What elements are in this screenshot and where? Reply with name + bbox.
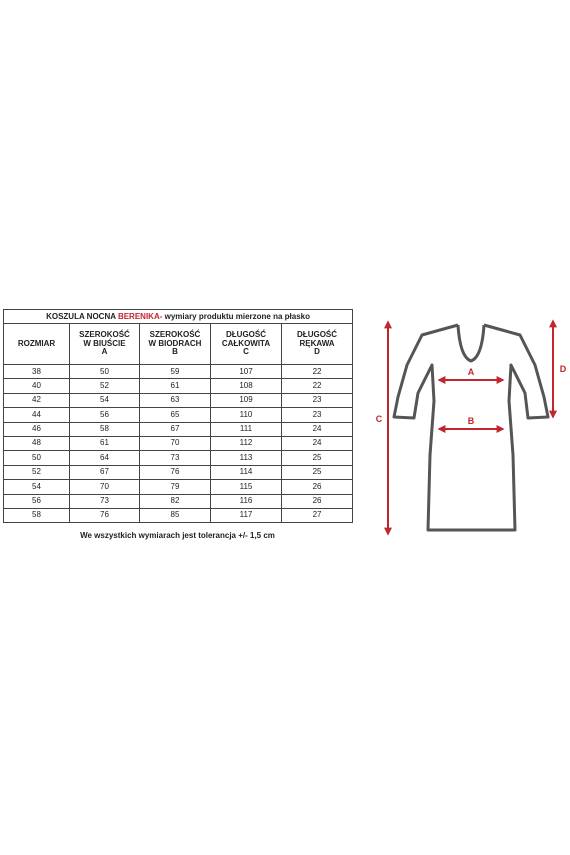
cell-c: 114 — [211, 465, 282, 479]
cell-size: 56 — [4, 494, 70, 508]
size-table — [3, 309, 353, 523]
table-row — [4, 408, 353, 422]
cell-c: 108 — [211, 379, 282, 393]
table-row — [4, 508, 353, 522]
cell-a: 64 — [70, 451, 140, 465]
cell-size: 50 — [4, 451, 70, 465]
cell-a: 54 — [70, 393, 140, 407]
cell-size: 58 — [4, 508, 70, 522]
label-a: A — [467, 367, 475, 377]
cell-d: 22 — [282, 379, 353, 393]
table-row — [4, 379, 353, 393]
cell-c: 116 — [211, 494, 282, 508]
table-row — [4, 451, 353, 465]
header-a-line1: SZEROKOŚĆ — [79, 330, 130, 340]
cell-b: 85 — [140, 508, 211, 522]
header-rozmiar-label: ROZMIAR — [17, 338, 56, 348]
title-prefix: KOSZULA NOCNA — [46, 311, 118, 321]
cell-d: 25 — [282, 465, 353, 479]
cell-c: 112 — [211, 436, 282, 450]
table-header-row — [4, 324, 353, 365]
title-brand: BERENIKA- — [117, 311, 163, 321]
cell-c: 111 — [211, 422, 282, 436]
cell-b: 76 — [140, 465, 211, 479]
table-title — [4, 310, 353, 324]
cell-c: 115 — [211, 480, 282, 494]
header-c-line1: DŁUGOŚĆ — [226, 330, 266, 340]
cell-d: 27 — [282, 508, 353, 522]
cell-size: 52 — [4, 465, 70, 479]
cell-a: 58 — [70, 422, 140, 436]
cell-b: 82 — [140, 494, 211, 508]
cell-d: 24 — [282, 436, 353, 450]
cell-b: 70 — [140, 436, 211, 450]
cell-b: 67 — [140, 422, 211, 436]
cell-b: 61 — [140, 379, 211, 393]
cell-size: 54 — [4, 480, 70, 494]
header-a — [70, 324, 140, 365]
table-row — [4, 480, 353, 494]
table-row — [4, 365, 353, 379]
cell-d: 23 — [282, 408, 353, 422]
cell-a: 56 — [70, 408, 140, 422]
cell-b: 73 — [140, 451, 211, 465]
cell-a: 70 — [70, 480, 140, 494]
table-row — [4, 393, 353, 407]
header-d-line2: RĘKAWA — [299, 338, 335, 348]
cell-size: 46 — [4, 422, 70, 436]
tolerance-note: We wszystkich wymiarach jest tolerancja +/- 1,5 cm — [80, 531, 275, 540]
table-row — [4, 494, 353, 508]
header-d — [282, 324, 353, 365]
cell-c: 117 — [211, 508, 282, 522]
header-d-line1: DŁUGOŚĆ — [297, 330, 338, 340]
cell-c: 110 — [211, 408, 282, 422]
table-row — [4, 465, 353, 479]
dress-measurement-diagram — [370, 305, 570, 545]
header-d-letter: D — [314, 347, 320, 357]
cell-a: 50 — [70, 365, 140, 379]
header-c-line2: CAŁKOWITA — [221, 338, 271, 348]
cell-size: 38 — [4, 365, 70, 379]
title-suffix: wymiary produktu mierzone na płasko — [162, 311, 310, 321]
cell-c: 113 — [211, 451, 282, 465]
neckline — [458, 325, 484, 361]
header-b-line1: SZEROKOŚĆ — [149, 330, 201, 340]
label-c: C — [375, 414, 383, 424]
table-row — [4, 436, 353, 450]
label-b: B — [467, 416, 475, 426]
cell-d: 23 — [282, 393, 353, 407]
cell-size: 48 — [4, 436, 70, 450]
cell-size: 42 — [4, 393, 70, 407]
cell-a: 67 — [70, 465, 140, 479]
header-b-line2: W BIODRACH — [148, 338, 202, 348]
table-title-row — [4, 310, 353, 324]
cell-a: 76 — [70, 508, 140, 522]
header-a-letter: A — [101, 347, 108, 357]
header-b — [140, 324, 211, 365]
header-rozmiar — [4, 324, 70, 365]
label-d: D — [559, 364, 567, 374]
cell-b: 63 — [140, 393, 211, 407]
cell-d: 26 — [282, 480, 353, 494]
cell-d: 26 — [282, 494, 353, 508]
cell-c: 109 — [211, 393, 282, 407]
cell-a: 61 — [70, 436, 140, 450]
table-row — [4, 422, 353, 436]
cell-d: 25 — [282, 451, 353, 465]
cell-c: 107 — [211, 365, 282, 379]
cell-a: 73 — [70, 494, 140, 508]
cell-b: 59 — [140, 365, 211, 379]
dress-outline — [394, 325, 548, 530]
cell-b: 65 — [140, 408, 211, 422]
cell-size: 44 — [4, 408, 70, 422]
cell-d: 24 — [282, 422, 353, 436]
cell-a: 52 — [70, 379, 140, 393]
header-a-line2: W BIUŚCIE — [83, 338, 126, 348]
header-b-letter: B — [172, 347, 178, 357]
header-c — [211, 324, 282, 365]
cell-size: 40 — [4, 379, 70, 393]
cell-d: 22 — [282, 365, 353, 379]
cell-b: 79 — [140, 480, 211, 494]
header-c-letter: C — [243, 347, 249, 357]
